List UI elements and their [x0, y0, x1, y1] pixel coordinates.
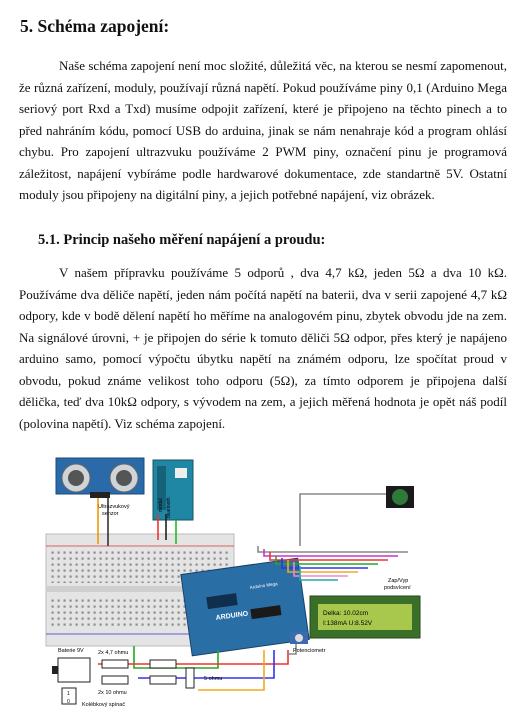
ultrasonic-label-1: Ultrazvukový — [98, 504, 130, 510]
arduino-label: Arduino Mega — [249, 581, 278, 590]
lcd-display — [310, 596, 420, 638]
ultrasonic-sensor — [56, 458, 144, 498]
wiring-diagram — [38, 454, 458, 708]
potentiometer — [290, 632, 308, 644]
res-10-label: 2x 10 ohmu — [98, 690, 127, 696]
switch-label-2: podsvícení — [384, 585, 411, 591]
battery-label: Baterie 9V — [58, 648, 84, 654]
battery-9v — [52, 658, 90, 682]
intro-paragraph: Naše schéma zapojení není moc složité, důležitá věc, na kterou se nesmí zapomenout, že různá zařízení, moduly, používají různá napětí. Pokud používáme piny 0,1 (Arduino Mega seriový port Rxd a Txd) musíme odpojit zařízení, které je připojeno na těchto pinech a to před nahráním kódu, pomocí USB do arduina, jinak se nám nenahraje kód a program ohlásí chybu. Pro zapojení ultrazvuku používáme 2 PWM piny, označení pinu je programová záležitost, napájení vybíráme podle hardwarové dokumentace, zde standartně 5V. Ostatní moduly jsou připojeny na digitální piny, a jejich potřebné napájení, viz obrázek. — [19, 58, 507, 202]
lcd-line-2: I:138mA U:8.52V — [323, 620, 373, 627]
rocker-label: Kolébkový spínač — [82, 702, 126, 708]
arduino-mega-board — [181, 558, 309, 656]
ultrasonic-label-2: senzor — [102, 511, 119, 517]
rocker-one: 1 — [67, 691, 70, 697]
bluetooth-label-1: modul — [158, 498, 164, 512]
lcd-line-1: Delka: 10.02cm — [323, 610, 369, 617]
res-5-label: 5 ohmu — [204, 676, 223, 682]
bluetooth-label-2: bluetooth — [166, 497, 172, 518]
measurement-paragraph: V našem přípravku používáme 5 odporů , dva 4,7 kΩ, jeden 5Ω a dva 10 kΩ. Používáme dva děliče napětí, jeden nám počítá napětí na baterii, dva v serii zapojené 4,7 kΩ odpory, kde v bodě dělení napětí ho měříme na analogovém pinu, zbytek obvodu jde na zem. Na signálové úrovni, + je připojen do série k tomuto děliči 5Ω odpor, přes který je napájeno arduino samo, pomocí výpočtu úbytku napětí na známém odporu, lze spočítat proud v obvodu, pokud známe velikost toho odporu (5Ω), za tímto odporem je připojena další dělička, teď dva 10kΩ odpory, s vývodem na zem, a jejich měřená hodnota je opět náš podíl (polovina napětí). Viz schéma zapojení. — [19, 265, 507, 431]
res-47-label: 2x 4,7 ohmu — [98, 650, 129, 656]
arduino-chip-label: ARDUINO — [215, 610, 249, 622]
pot-label: Potenciometr — [293, 648, 326, 654]
section-title: 5. Schéma zapojení: — [20, 16, 170, 36]
switch-label-1: Zap/Vyp — [388, 578, 409, 584]
rocker-zero: 0 — [67, 699, 70, 705]
subsection-title: 5.1. Princip našeho měření napájení a proudu: — [38, 232, 326, 248]
backlight-button — [386, 486, 414, 508]
